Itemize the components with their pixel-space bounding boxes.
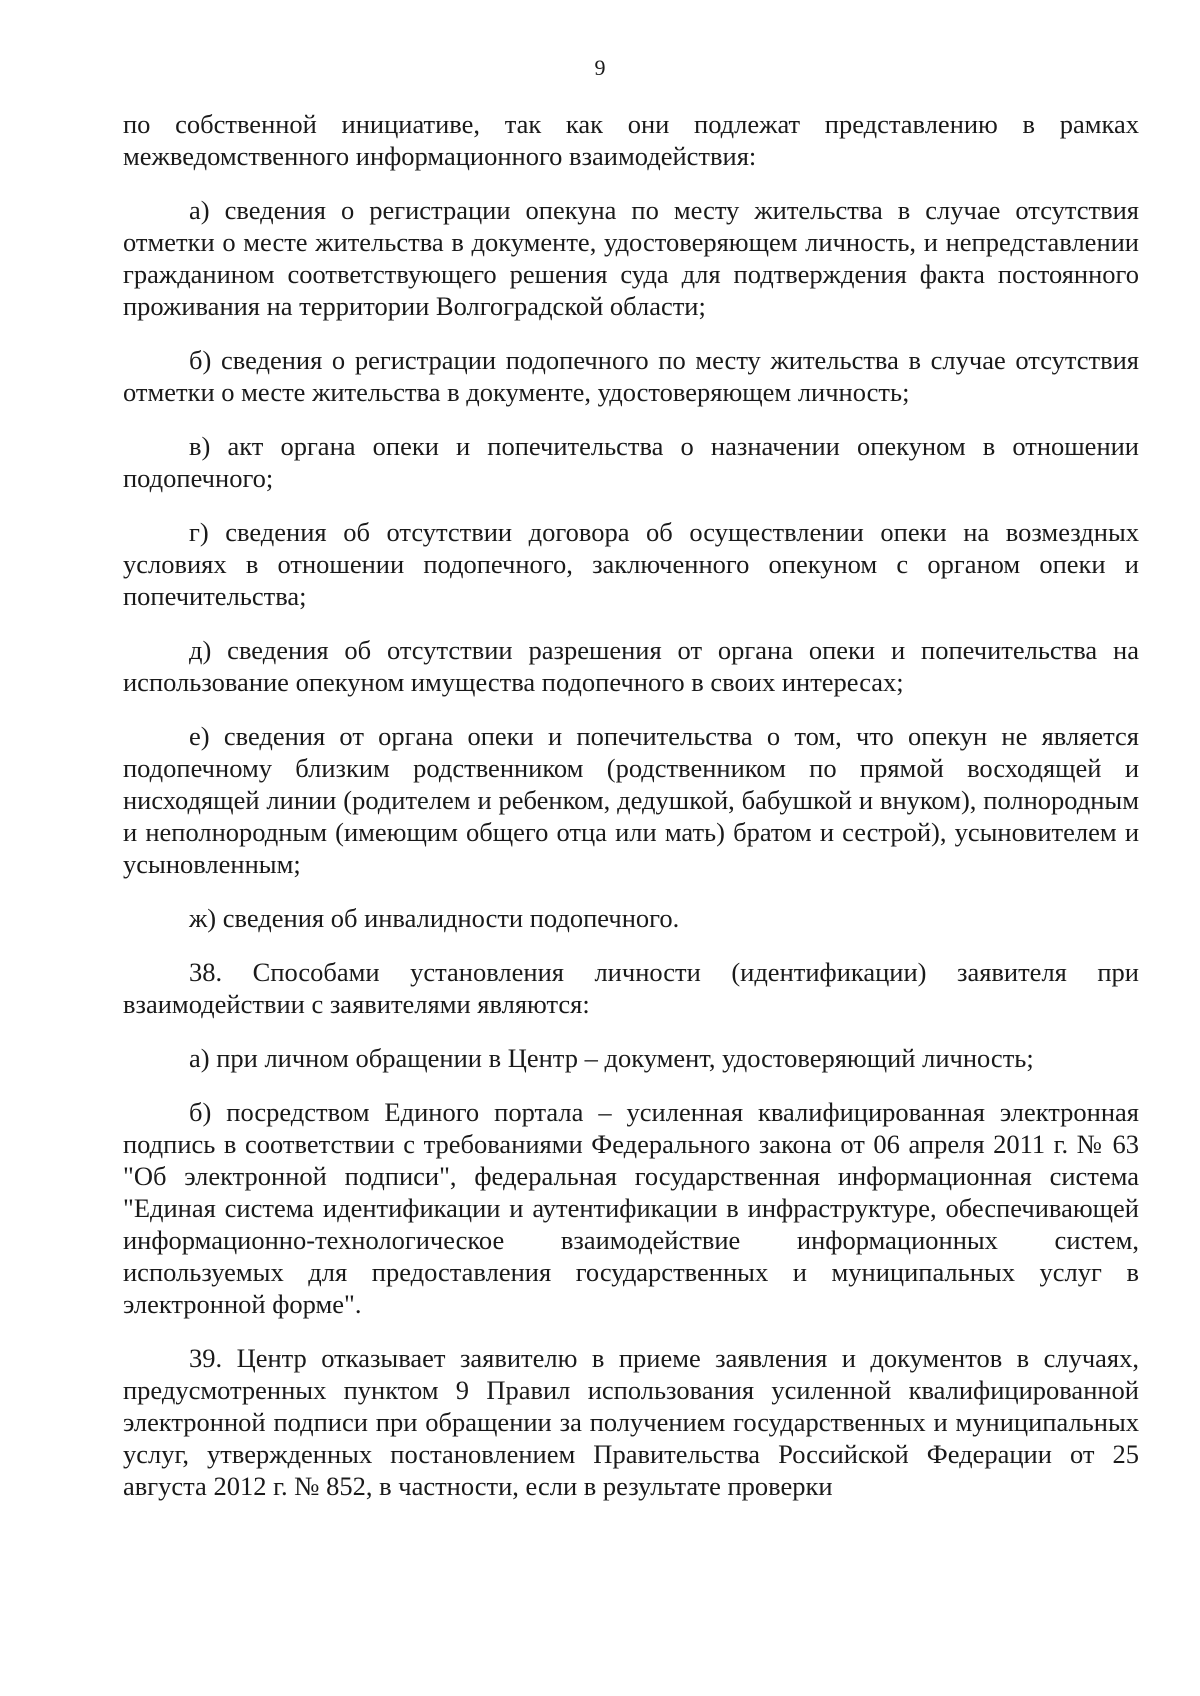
paragraph: 39. Центр отказывает заявителю в приеме заявления и документов в случаях, предусмотренных пунктом 9 Правил использования усиленной квалифицированной электронной подписи при обращении за получением государственных и муниципальных услуг, утвержденных постановлением Правительства Российской Федерации от 25 августа 2012 г. № 852, в частности, если в результате проверки [123,1343,1139,1501]
paragraph: б) сведения о регистрации подопечного по месту жительства в случае отсутствия отметки о месте жительства в документе, удостоверяющем личность; [123,345,1139,407]
paragraph: а) сведения о регистрации опекуна по месту жительства в случае отсутствия отметки о месте жительства в документе, удостоверяющем личность, и непредставлении гражданином соответствующего решения суда для подтверждения факта постоянного проживания на территории Волгоградской области; [123,195,1139,321]
paragraph: е) сведения от органа опеки и попечительства о том, что опекун не является подопечному близким родственником (родственником по прямой восходящей и нисходящей линии (родителем и ребенком, дедушкой, бабушкой и внуком), полнородным и неполнородным (имеющим общего отца или мать) братом и сестрой), усыновителем и усыновленным; [123,721,1139,879]
paragraph: в) акт органа опеки и попечительства о назначении опекуном в отношении подопечного; [123,431,1139,493]
paragraph: д) сведения об отсутствии разрешения от органа опеки и попечительства на использование опекуном имущества подопечного в своих интересах; [123,635,1139,697]
paragraph: по собственной инициативе, так как они подлежат представлению в рамках межведомственного информационного взаимодействия: [123,109,1139,171]
document-body [123,108,1139,1524]
paragraph: а) при личном обращении в Центр – документ, удостоверяющий личность; [189,1043,1034,1073]
page-number: 9 [594,55,606,80]
paragraph: 38. Способами установления личности (идентификации) заявителя при взаимодействии с заявителями являются: [123,957,1139,1019]
paragraph: г) сведения об отсутствии договора об осуществлении опеки на возмездных условиях в отношении подопечного, заключенного опекуном с органом опеки и попечительства; [123,517,1139,611]
paragraph: ж) сведения об инвалидности подопечного. [189,903,680,933]
paragraph: б) посредством Единого портала – усиленная квалифицированная электронная подпись в соответствии с требованиями Федерального закона от 06 апреля 2011 г. № 63 "Об электронной подписи", федеральная государственная информационная система "Единая система идентификации и аутентификации в инфраструктуре, обеспечивающей информационно-технологическое взаимодействие информационных систем, используемых для предоставления государственных и муниципальных услуг в электронной форме". [123,1097,1139,1319]
